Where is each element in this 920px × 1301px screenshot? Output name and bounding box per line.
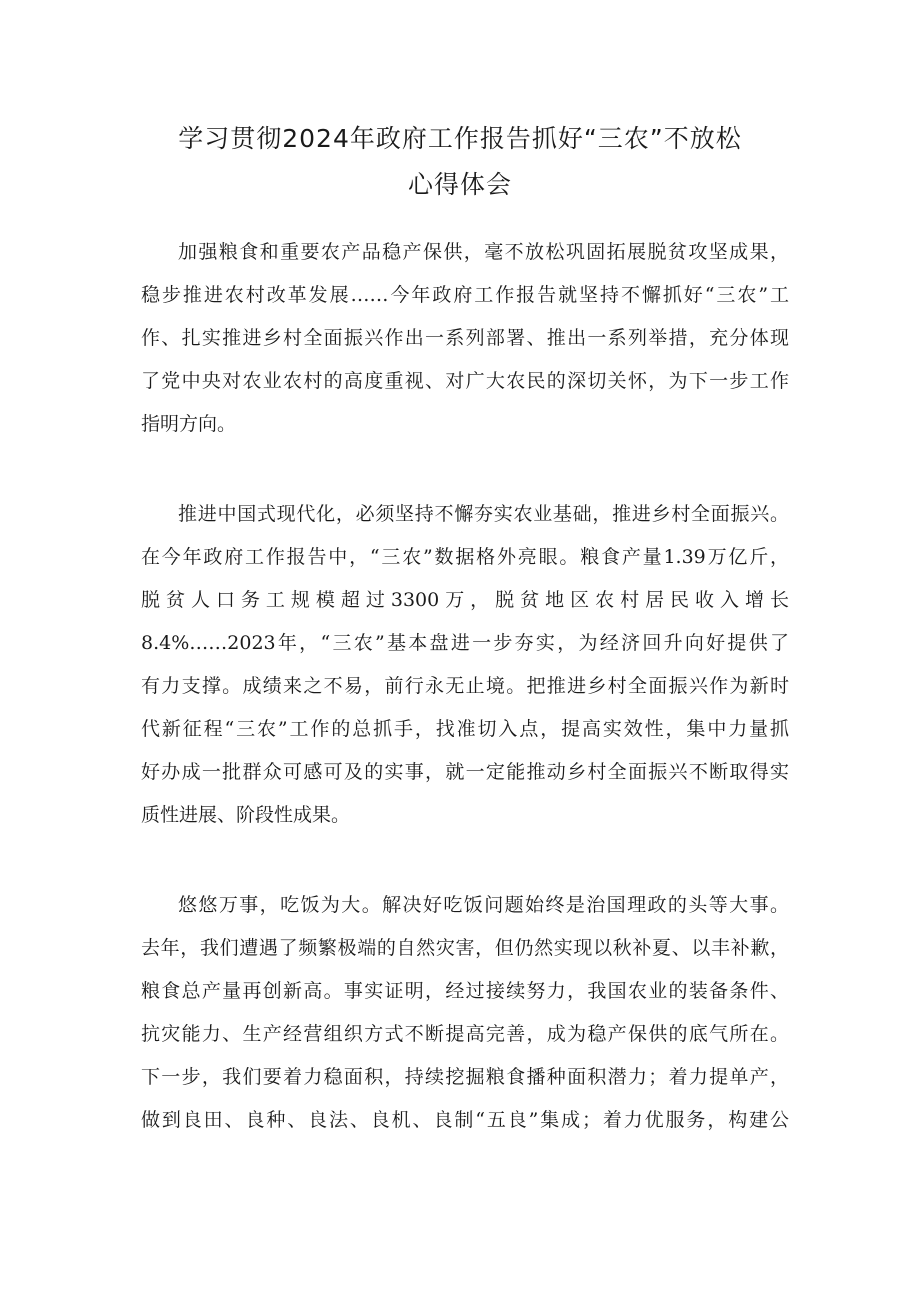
title-line-2: 心得体会 bbox=[407, 170, 512, 199]
paragraph-line: 质性进展、阶段性成果。 bbox=[141, 804, 351, 826]
paragraph-line: 下一步，我们要着力稳面积，持续挖掘粮食播种面积潜力；着力提单产， bbox=[141, 1066, 789, 1088]
paragraph-line: 了党中央对农业农村的高度重视、对广大农民的深切关怀，为下一步工作 bbox=[141, 370, 789, 392]
paragraph-line: 脱贫人口务工规模超过3300万，脱贫地区农村居民收入增长 bbox=[141, 589, 789, 611]
paragraph-line: 代新征程“三农”工作的总抓手，找准切入点，提高实效性，集中力量抓 bbox=[141, 718, 789, 740]
paragraph-line: 做到良田、良种、良法、良机、良制“五良”集成；着力优服务，构建公 bbox=[141, 1109, 789, 1131]
paragraph-line: 推进中国式现代化，必须坚持不懈夯实农业基础，推进乡村全面振兴。 bbox=[178, 503, 789, 525]
paragraph-line: 8.4%……2023年，“三农”基本盘进一步夯实，为经济回升向好提供了 bbox=[141, 632, 789, 654]
paragraph-line: 有力支撑。成绩来之不易，前行永无止境。把推进乡村全面振兴作为新时 bbox=[141, 675, 789, 697]
paragraph-line: 指明方向。 bbox=[141, 413, 237, 435]
paragraph-line: 在今年政府工作报告中，“三农”数据格外亮眼。粮食产量1.39万亿斤， bbox=[141, 546, 789, 568]
paragraph-line: 悠悠万事，吃饭为大。解决好吃饭问题始终是治国理政的头等大事。 bbox=[178, 894, 789, 916]
paragraph-line: 加强粮食和重要农产品稳产保供，毫不放松巩固拓展脱贫攻坚成果， bbox=[178, 241, 789, 263]
paragraph-line: 去年，我们遭遇了频繁极端的自然灾害，但仍然实现以秋补夏、以丰补歉， bbox=[141, 937, 789, 959]
title-line-1: 学习贯彻2024年政府工作报告抓好“三农”不放松 bbox=[178, 124, 742, 153]
paragraph-line: 抗灾能力、生产经营组织方式不断提高完善，成为稳产保供的底气所在。 bbox=[141, 1023, 789, 1045]
paragraph-line: 好办成一批群众可感可及的实事，就一定能推动乡村全面振兴不断取得实 bbox=[141, 761, 789, 783]
document-title bbox=[100, 116, 820, 208]
paragraph-line: 作、扎实推进乡村全面振兴作出一系列部署、推出一系列举措，充分体现 bbox=[141, 327, 789, 349]
paragraph-line: 粮食总产量再创新高。事实证明，经过接续努力，我国农业的装备条件、 bbox=[141, 980, 789, 1002]
paragraph-line: 稳步推进农村改革发展……今年政府工作报告就坚持不懈抓好“三农”工 bbox=[141, 284, 789, 306]
